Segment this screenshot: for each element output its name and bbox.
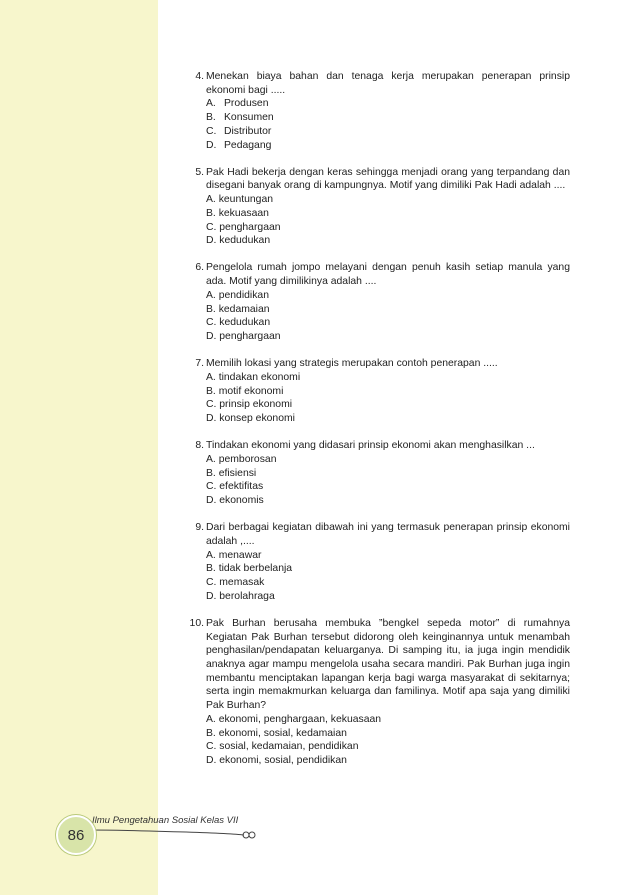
option-text: Pedagang	[224, 139, 272, 151]
answer-option-c: C. prinsip ekonomi	[206, 399, 293, 411]
question-5	[180, 166, 570, 248]
option-letter: B.	[206, 112, 216, 124]
question-stem: Pak Burhan berusaha membuka ”bengkel sepeda motor” di rumahnya Kegiatan Pak Burhan tersebut didorong oleh keinginannya untuk menambah penghasilan/pendapatan keluarganya. Di samping itu, ia juga ingin mendidik anaknya agar mampu mengelola usaha secara mandiri. Pak Burhan juga ingin membantu menciptakan lapangan kerja bagi warga masyarakat di sekitarnya; serta ingin memakmurkan keluarga dan familinya. Motif apa saja yang dimiliki Pak Burhan?	[206, 617, 570, 712]
answer-option-b	[206, 111, 570, 125]
question-6	[180, 261, 570, 343]
option-letter: C.	[206, 125, 217, 137]
option-text: Konsumen	[224, 112, 274, 124]
answer-option-a: A. keuntungan	[206, 194, 274, 206]
answer-option-a: A. menawar	[206, 549, 262, 561]
question-stem: Pak Hadi bekerja dengan keras sehingga menjadi orang yang terpandang dan disegani banyak orang di kampungnya. Motif yang dimiliki Pak Hadi adalah ....	[206, 166, 570, 192]
page-number: 86	[67, 826, 85, 844]
answer-option-b: B. motif ekonomi	[206, 385, 284, 397]
answer-option-d: D. konsep ekonomi	[206, 412, 295, 424]
answer-option-c: C. memasak	[206, 577, 265, 588]
book-title: Ilmu Pengetahuan Sosial Kelas VII	[92, 815, 239, 826]
option-text: Produsen	[224, 98, 269, 110]
question-number: 6.	[195, 262, 204, 274]
question-number: 10.	[189, 617, 204, 629]
answer-option-b: B. kedamaian	[206, 303, 270, 315]
question-8	[180, 439, 570, 508]
answer-option-b: B. efisiensi	[206, 467, 257, 479]
answer-option-d	[206, 139, 570, 153]
question-stem: Pengelola rumah jompo melayani dengan penuh kasih setiap manula yang ada. Motif yang dimilikinya adalah ....	[206, 262, 570, 288]
answer-option-d: D. penghargaan	[206, 330, 281, 342]
question-list	[180, 70, 570, 781]
answer-option-d: D. ekonomis	[206, 494, 264, 506]
answer-option-a: A. tindakan ekonomi	[206, 371, 301, 383]
option-letter: A.	[206, 98, 216, 110]
question-stem: Tindakan ekonomi yang didasari prinsip ekonomi akan menghasilkan ...	[206, 440, 535, 452]
answer-option-d: D. berolahraga	[206, 590, 275, 602]
page-side-band	[0, 0, 158, 895]
question-stem: Memilih lokasi yang strategis merupakan contoh penerapan .....	[206, 358, 498, 370]
option-letter: D.	[206, 139, 217, 151]
answer-option-d: D. ekonomi, sosial, pendidikan	[206, 754, 347, 766]
answer-option-a: A. pendidikan	[206, 289, 269, 301]
question-7	[180, 357, 570, 426]
question-stem: Menekan biaya bahan dan tenaga kerja merupakan penerapan prinsip ekonomi bagi .....	[206, 71, 570, 96]
answer-option-c: C. penghargaan	[206, 221, 281, 233]
answer-option-c: C. kedudukan	[206, 317, 271, 329]
answer-option-a: A. ekonomi, penghargaan, kekuasaan	[206, 713, 382, 725]
answer-option-b: B. ekonomi, sosial, kedamaian	[206, 727, 347, 739]
question-10	[180, 617, 570, 768]
question-number: 8.	[195, 440, 204, 452]
answer-option-c: C. efektifitas	[206, 481, 264, 493]
option-text: Distributor	[224, 125, 272, 137]
footer-ornament-line	[86, 822, 256, 842]
answer-option-a	[206, 97, 570, 111]
question-stem: Dari berbagai kegiatan dibawah ini yang termasuk penerapan prinsip ekonomi adalah ,....	[206, 522, 570, 547]
question-number: 4.	[195, 71, 204, 82]
question-9	[180, 521, 570, 603]
answer-option-a: A. pemborosan	[206, 453, 277, 465]
page-number-badge	[56, 815, 96, 855]
question-number: 7.	[195, 358, 204, 370]
answer-option-c: C. sosial, kedamaian, pendidikan	[206, 741, 359, 753]
question-number: 9.	[195, 522, 204, 534]
question-4	[180, 70, 570, 152]
answer-option-b: B. tidak berbelanja	[206, 563, 293, 575]
answer-option-c	[206, 125, 570, 139]
question-number: 5.	[195, 166, 204, 178]
answer-option-d: D. kedudukan	[206, 235, 271, 247]
answer-option-b: B. kekuasaan	[206, 207, 269, 219]
